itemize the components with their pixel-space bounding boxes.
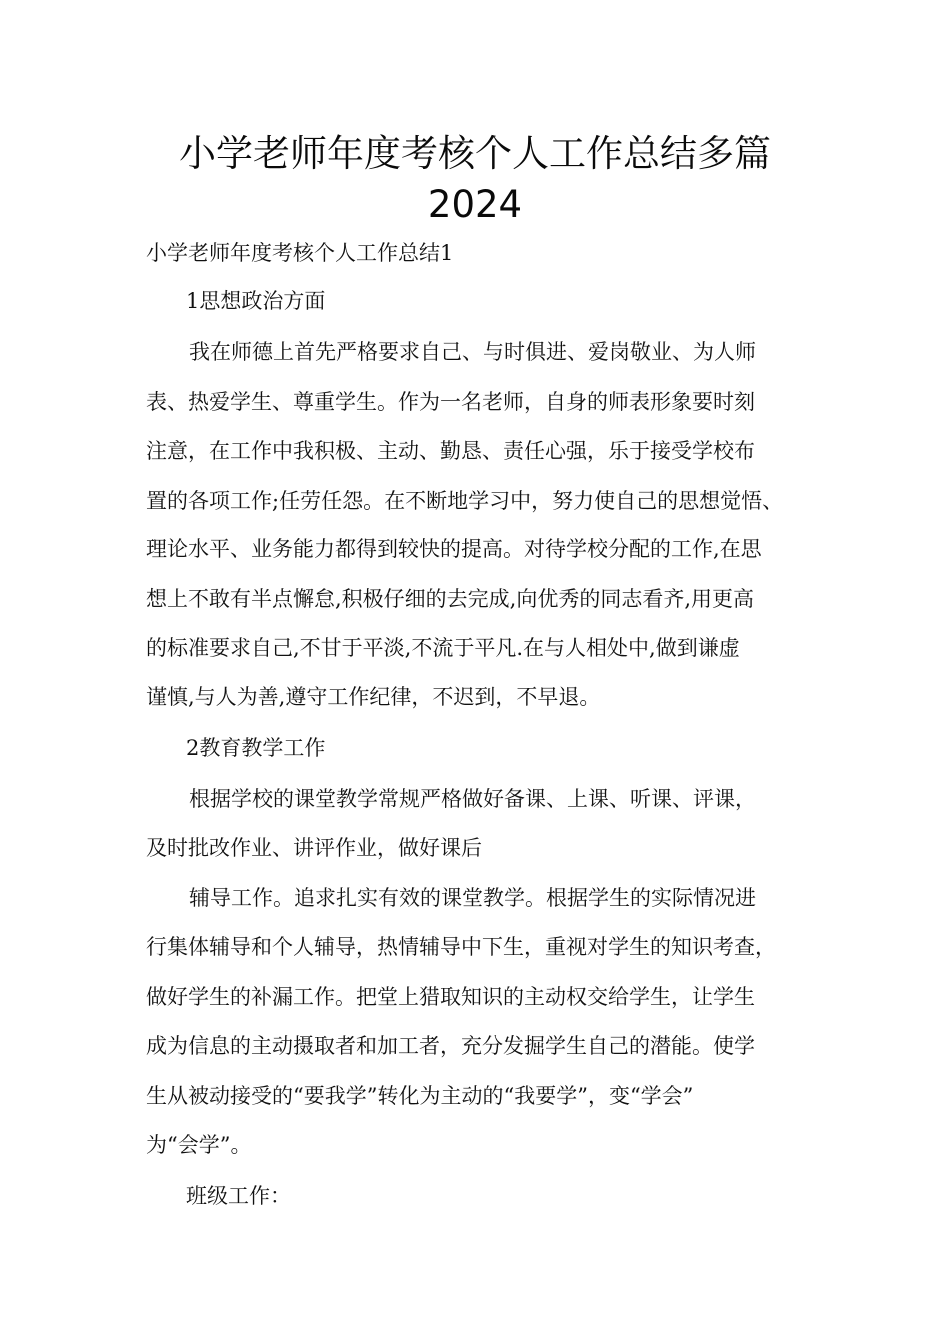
subsection-heading: 班级工作： <box>186 1184 291 1208</box>
paragraph-line: 我在师德上首先严格要求自己、与时俱进、爱岗敬业、为人师 <box>189 340 756 364</box>
subsection-heading: 2教育教学工作 <box>186 736 326 760</box>
paragraph-line: 注意，在工作中我积极、主动、勤恳、责任心强，乐于接受学校布 <box>146 439 755 463</box>
section-heading: 小学老师年度考核个人工作总结1 <box>146 241 454 265</box>
paragraph-line: 辅导工作。追求扎实有效的课堂教学。根据学生的实际情况进 <box>189 886 756 910</box>
paragraph-line: 的标准要求自己,不甘于平淡,不流于平凡.在与人相处中,做到谦虚 <box>146 636 740 660</box>
paragraph-line: 生从被动接受的“要我学”转化为主动的“我要学”，变“学会” <box>146 1084 694 1108</box>
paragraph-line: 想上不敢有半点懈怠,积极仔细的去完成,向优秀的同志看齐,用更高 <box>146 587 755 611</box>
document-title-year: 2024 <box>427 183 523 226</box>
subsection-heading: 1思想政治方面 <box>186 289 326 313</box>
paragraph-line: 及时批改作业、讲评作业，做好课后 <box>146 836 482 860</box>
paragraph-line: 表、热爱学生、尊重学生。作为一名老师，自身的师表形象要时刻 <box>146 390 755 414</box>
paragraph-line: 置的各项工作;任劳任怨。在不断地学习中，努力使自己的思想觉悟、 <box>146 489 784 513</box>
paragraph-line: 谨慎,与人为善,遵守工作纪律，不迟到，不早退。 <box>146 685 601 709</box>
paragraph-line: 根据学校的课堂教学常规严格做好备课、上课、听课、评课， <box>189 787 756 811</box>
paragraph-line: 成为信息的主动摄取者和加工者，充分发掘学生自己的潜能。使学 <box>146 1034 755 1058</box>
paragraph-line: 做好学生的补漏工作。把堂上猎取知识的主动权交给学生，让学生 <box>146 985 755 1009</box>
paragraph-line: 行集体辅导和个人辅导，热情辅导中下生，重视对学生的知识考查， <box>146 935 776 959</box>
paragraph-line: 理论水平、业务能力都得到较快的提高。对待学校分配的工作,在思 <box>146 537 762 561</box>
document-title: 小学老师年度考核个人工作总结多篇 <box>179 132 771 175</box>
paragraph-line: 为“会学”。 <box>146 1133 252 1157</box>
